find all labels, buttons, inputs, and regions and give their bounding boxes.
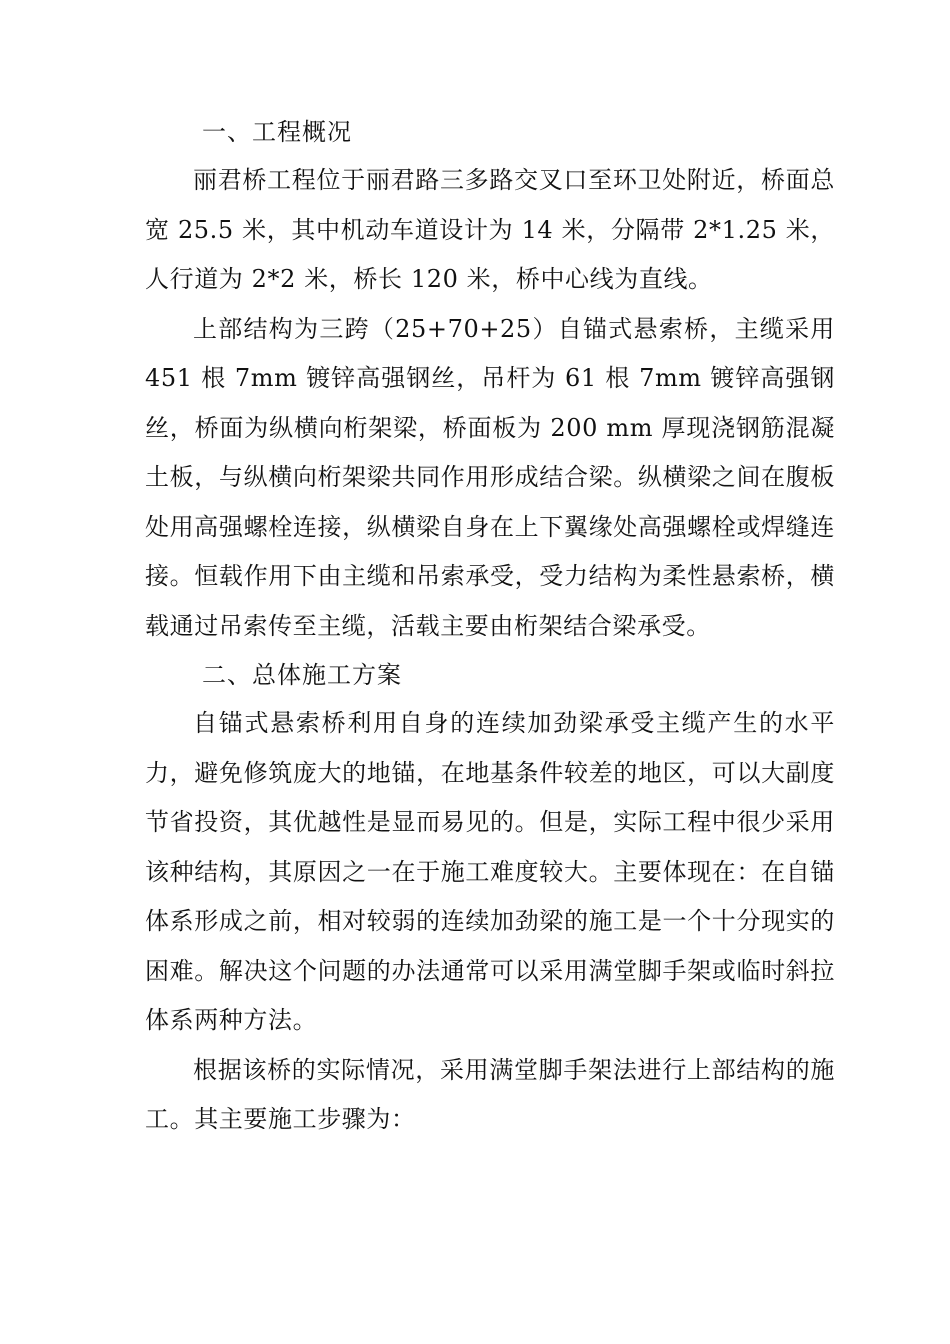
- section-heading-construction-plan: 二、总体施工方案: [202, 661, 402, 689]
- paragraph-bridge-location: 丽君桥工程位于丽君路三多路交叉口至环卫处附近，桥面总宽 25.5 米，其中机动车道设计为 14 米，分隔带 2*1.25 米，人行道为 2*2 米，桥长 120 米，桥中心线为直线。: [145, 166, 835, 293]
- paragraph-superstructure: 上部结构为三跨（25+70+25）自锚式悬索桥，主缆采用 451 根 7mm 镀锌高强钢丝，吊杆为 61 根 7mm 镀锌高强钢丝，桥面为纵横向桁架梁，桥面板为 200 mm 厚现浇钢筋混凝土板，与纵横向桁架梁共同作用形成结合梁。纵横梁之间在腹板处用高强螺栓连接，纵横梁自身在上下翼缘处高强螺栓或焊缝连接。恒载作用下由主缆和吊索承受，受力结构为柔性悬索桥，横载通过吊索传至主缆，活载主要由桁架结合梁承受。: [145, 314, 835, 640]
- document-body: [145, 108, 835, 1145]
- paragraph-scaffolding-method: 根据该桥的实际情况，采用满堂脚手架法进行上部结构的施工。其主要施工步骤为：: [145, 1055, 835, 1133]
- paragraph-self-anchored-suspension: 自锚式悬索桥利用自身的连续加劲梁承受主缆产生的水平力，避免修筑庞大的地锚，在地基条件较差的地区，可以大副度节省投资，其优越性是显而易见的。但是，实际工程中很少采用该种结构，其原因之一在于施工难度较大。主要体现在：在自锚体系形成之前，相对较弱的连续加劲梁的施工是一个十分现实的困难。解决这个问题的办法通常可以采用满堂脚手架或临时斜拉体系两种方法。: [145, 709, 835, 1034]
- section-heading-project-overview: 一、工程概况: [202, 118, 352, 146]
